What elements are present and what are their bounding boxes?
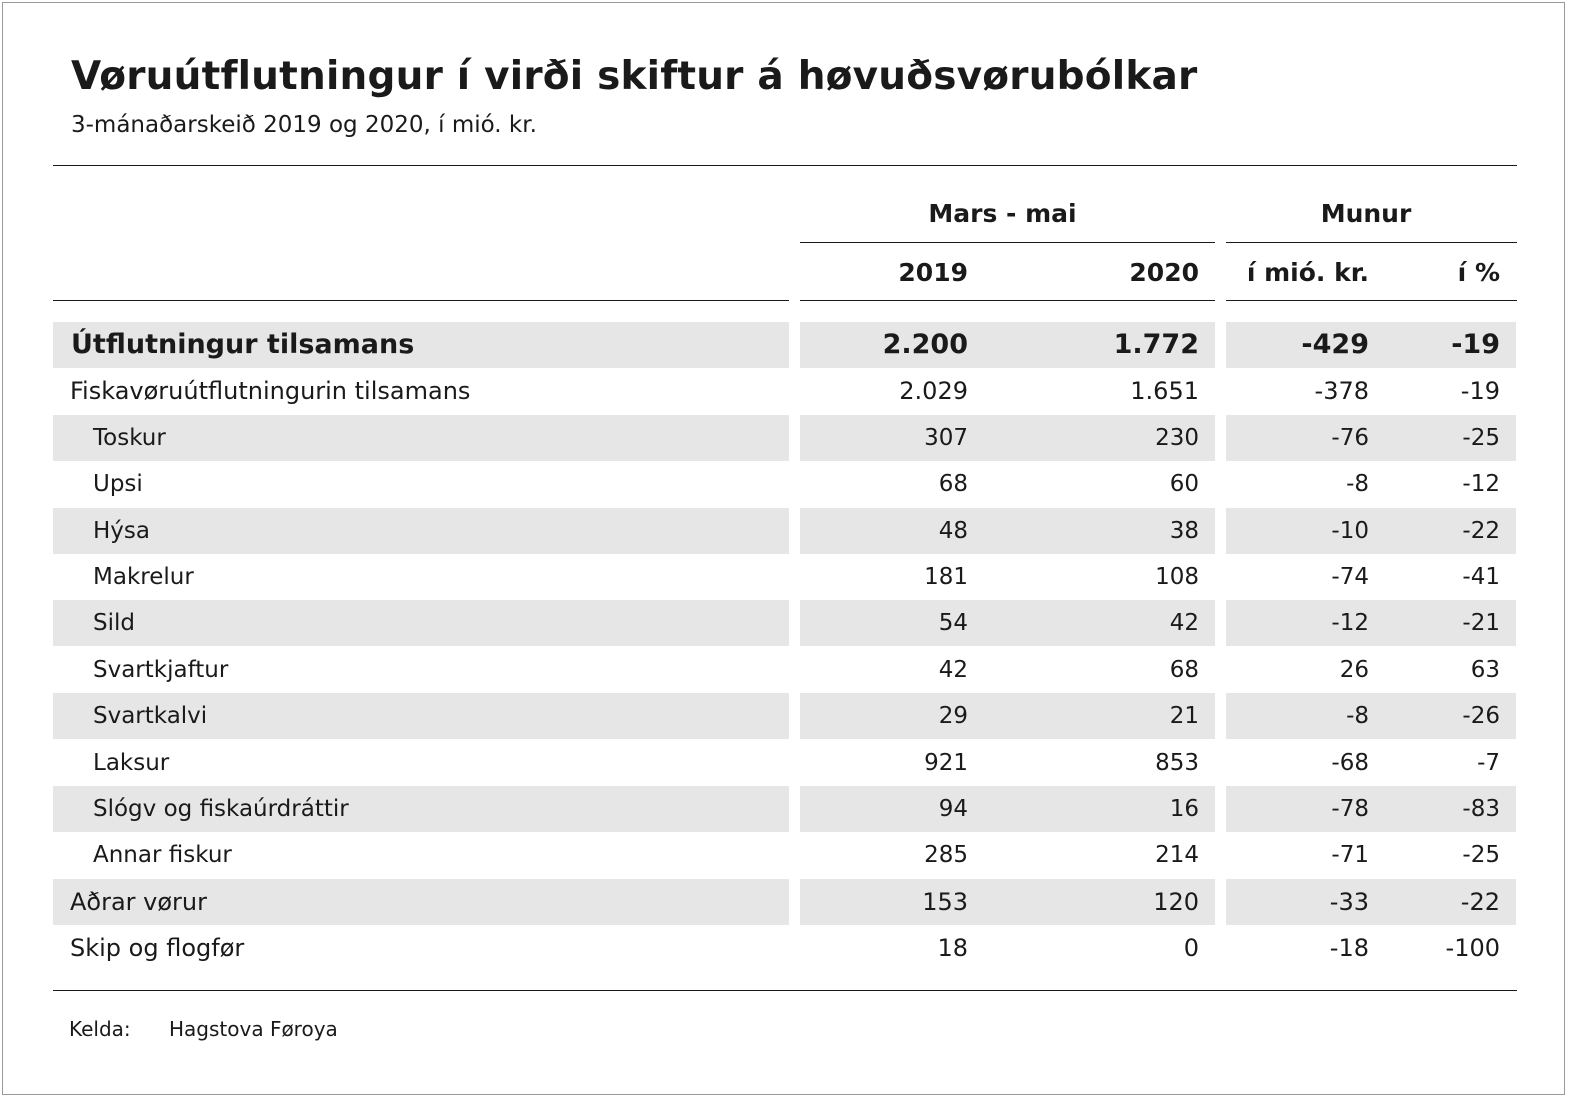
row-shading	[53, 600, 789, 646]
row-label: Fiskavøruútflutningurin tilsamans	[70, 377, 471, 405]
cell-diff-abs: -378	[1314, 377, 1369, 405]
cell-diff-pct: -83	[1462, 796, 1500, 822]
row-label: Upsi	[93, 471, 143, 497]
cell-diff-pct: -22	[1460, 888, 1500, 916]
cell-2019: 48	[938, 518, 968, 544]
cell-diff-pct: -19	[1451, 329, 1500, 360]
cell-diff-abs: -74	[1331, 564, 1369, 590]
page-title: Vøruútflutningur í virði skiftur á høvuðsvørubólkar	[71, 54, 1198, 99]
header-rule-diff	[1226, 300, 1517, 301]
cell-diff-pct: -25	[1462, 842, 1500, 868]
cell-diff-abs: -429	[1301, 329, 1369, 360]
cell-2020: 16	[1169, 796, 1199, 822]
cell-2020: 21	[1169, 703, 1199, 729]
cell-2020: 60	[1169, 471, 1199, 497]
cell-diff-pct: -21	[1462, 610, 1500, 636]
cell-diff-abs: -78	[1331, 796, 1369, 822]
row-label: Aðrar vørur	[70, 888, 208, 916]
row-label: Útflutningur tilsamans	[71, 329, 415, 360]
cell-diff-abs: 26	[1339, 657, 1369, 683]
cell-2019: 68	[938, 471, 968, 497]
cell-2019: 94	[938, 796, 968, 822]
cell-2019: 42	[938, 657, 968, 683]
cell-2019: 921	[924, 750, 968, 776]
row-label: Laksur	[93, 750, 170, 776]
header-group-period: Mars - mai	[928, 199, 1077, 228]
cell-diff-abs: -8	[1346, 703, 1369, 729]
cell-diff-abs: -68	[1331, 750, 1369, 776]
cell-2019: 285	[924, 842, 968, 868]
cell-2020: 0	[1183, 934, 1199, 962]
cell-2020: 42	[1169, 610, 1199, 636]
cell-diff-pct: -19	[1460, 377, 1500, 405]
cell-2020: 108	[1155, 564, 1199, 590]
cell-diff-abs: -18	[1329, 934, 1369, 962]
group-rule-period	[800, 242, 1215, 243]
cell-diff-pct: -41	[1462, 564, 1500, 590]
cell-2019: 29	[938, 703, 968, 729]
cell-2019: 2.200	[882, 329, 968, 360]
row-label: Hýsa	[93, 518, 150, 544]
cell-2019: 2.029	[899, 377, 968, 405]
cell-2019: 307	[924, 425, 968, 451]
cell-2020: 214	[1155, 842, 1199, 868]
row-label: Svartkalvi	[93, 703, 208, 729]
top-rule	[53, 165, 1517, 166]
cell-2020: 120	[1153, 888, 1199, 916]
cell-diff-abs: -12	[1331, 610, 1369, 636]
cell-2020: 38	[1169, 518, 1199, 544]
row-shading	[53, 508, 789, 554]
row-label: Skip og flogfør	[70, 934, 245, 962]
cell-diff-pct: 63	[1470, 657, 1500, 683]
cell-2019: 54	[938, 610, 968, 636]
cell-diff-abs: -10	[1331, 518, 1369, 544]
page-subtitle: 3-mánaðarskeið 2019 og 2020, í mió. kr.	[71, 112, 537, 138]
cell-diff-abs: -71	[1331, 842, 1369, 868]
header-group-diff: Munur	[1320, 199, 1412, 228]
row-label: Slógv og fiskaúrdráttir	[93, 796, 349, 822]
cell-diff-pct: -12	[1462, 471, 1500, 497]
cell-2020: 853	[1155, 750, 1199, 776]
cell-2019: 153	[922, 888, 968, 916]
cell-2020: 68	[1169, 657, 1199, 683]
row-label: Toskur	[93, 425, 166, 451]
cell-diff-pct: -22	[1462, 518, 1500, 544]
source-value: Hagstova Føroya	[169, 1017, 338, 1041]
cell-diff-pct: -25	[1462, 425, 1500, 451]
cell-2020: 1.772	[1113, 329, 1199, 360]
header-col-2020: 2020	[1129, 258, 1199, 287]
row-label: Svartkjaftur	[93, 657, 229, 683]
header-col-diff-abs: í mió. kr.	[1246, 258, 1369, 287]
header-rule-period	[800, 300, 1215, 301]
row-label: Annar fiskur	[93, 842, 232, 868]
source-label: Kelda:	[69, 1017, 131, 1041]
cell-diff-abs: -8	[1346, 471, 1369, 497]
cell-2019: 18	[937, 934, 968, 962]
cell-diff-pct: -7	[1477, 750, 1500, 776]
cell-diff-pct: -26	[1462, 703, 1500, 729]
cell-2020: 230	[1155, 425, 1199, 451]
cell-diff-pct: -100	[1445, 934, 1500, 962]
cell-2019: 181	[924, 564, 968, 590]
header-rule-label	[53, 300, 789, 301]
header-col-diff-pct: í %	[1457, 258, 1500, 287]
header-col-2019: 2019	[898, 258, 968, 287]
row-label: Makrelur	[93, 564, 194, 590]
cell-diff-abs: -33	[1329, 888, 1369, 916]
group-rule-diff	[1226, 242, 1517, 243]
cell-diff-abs: -76	[1331, 425, 1369, 451]
row-label: Sild	[93, 610, 135, 636]
cell-2020: 1.651	[1130, 377, 1199, 405]
bottom-rule	[53, 990, 1517, 991]
